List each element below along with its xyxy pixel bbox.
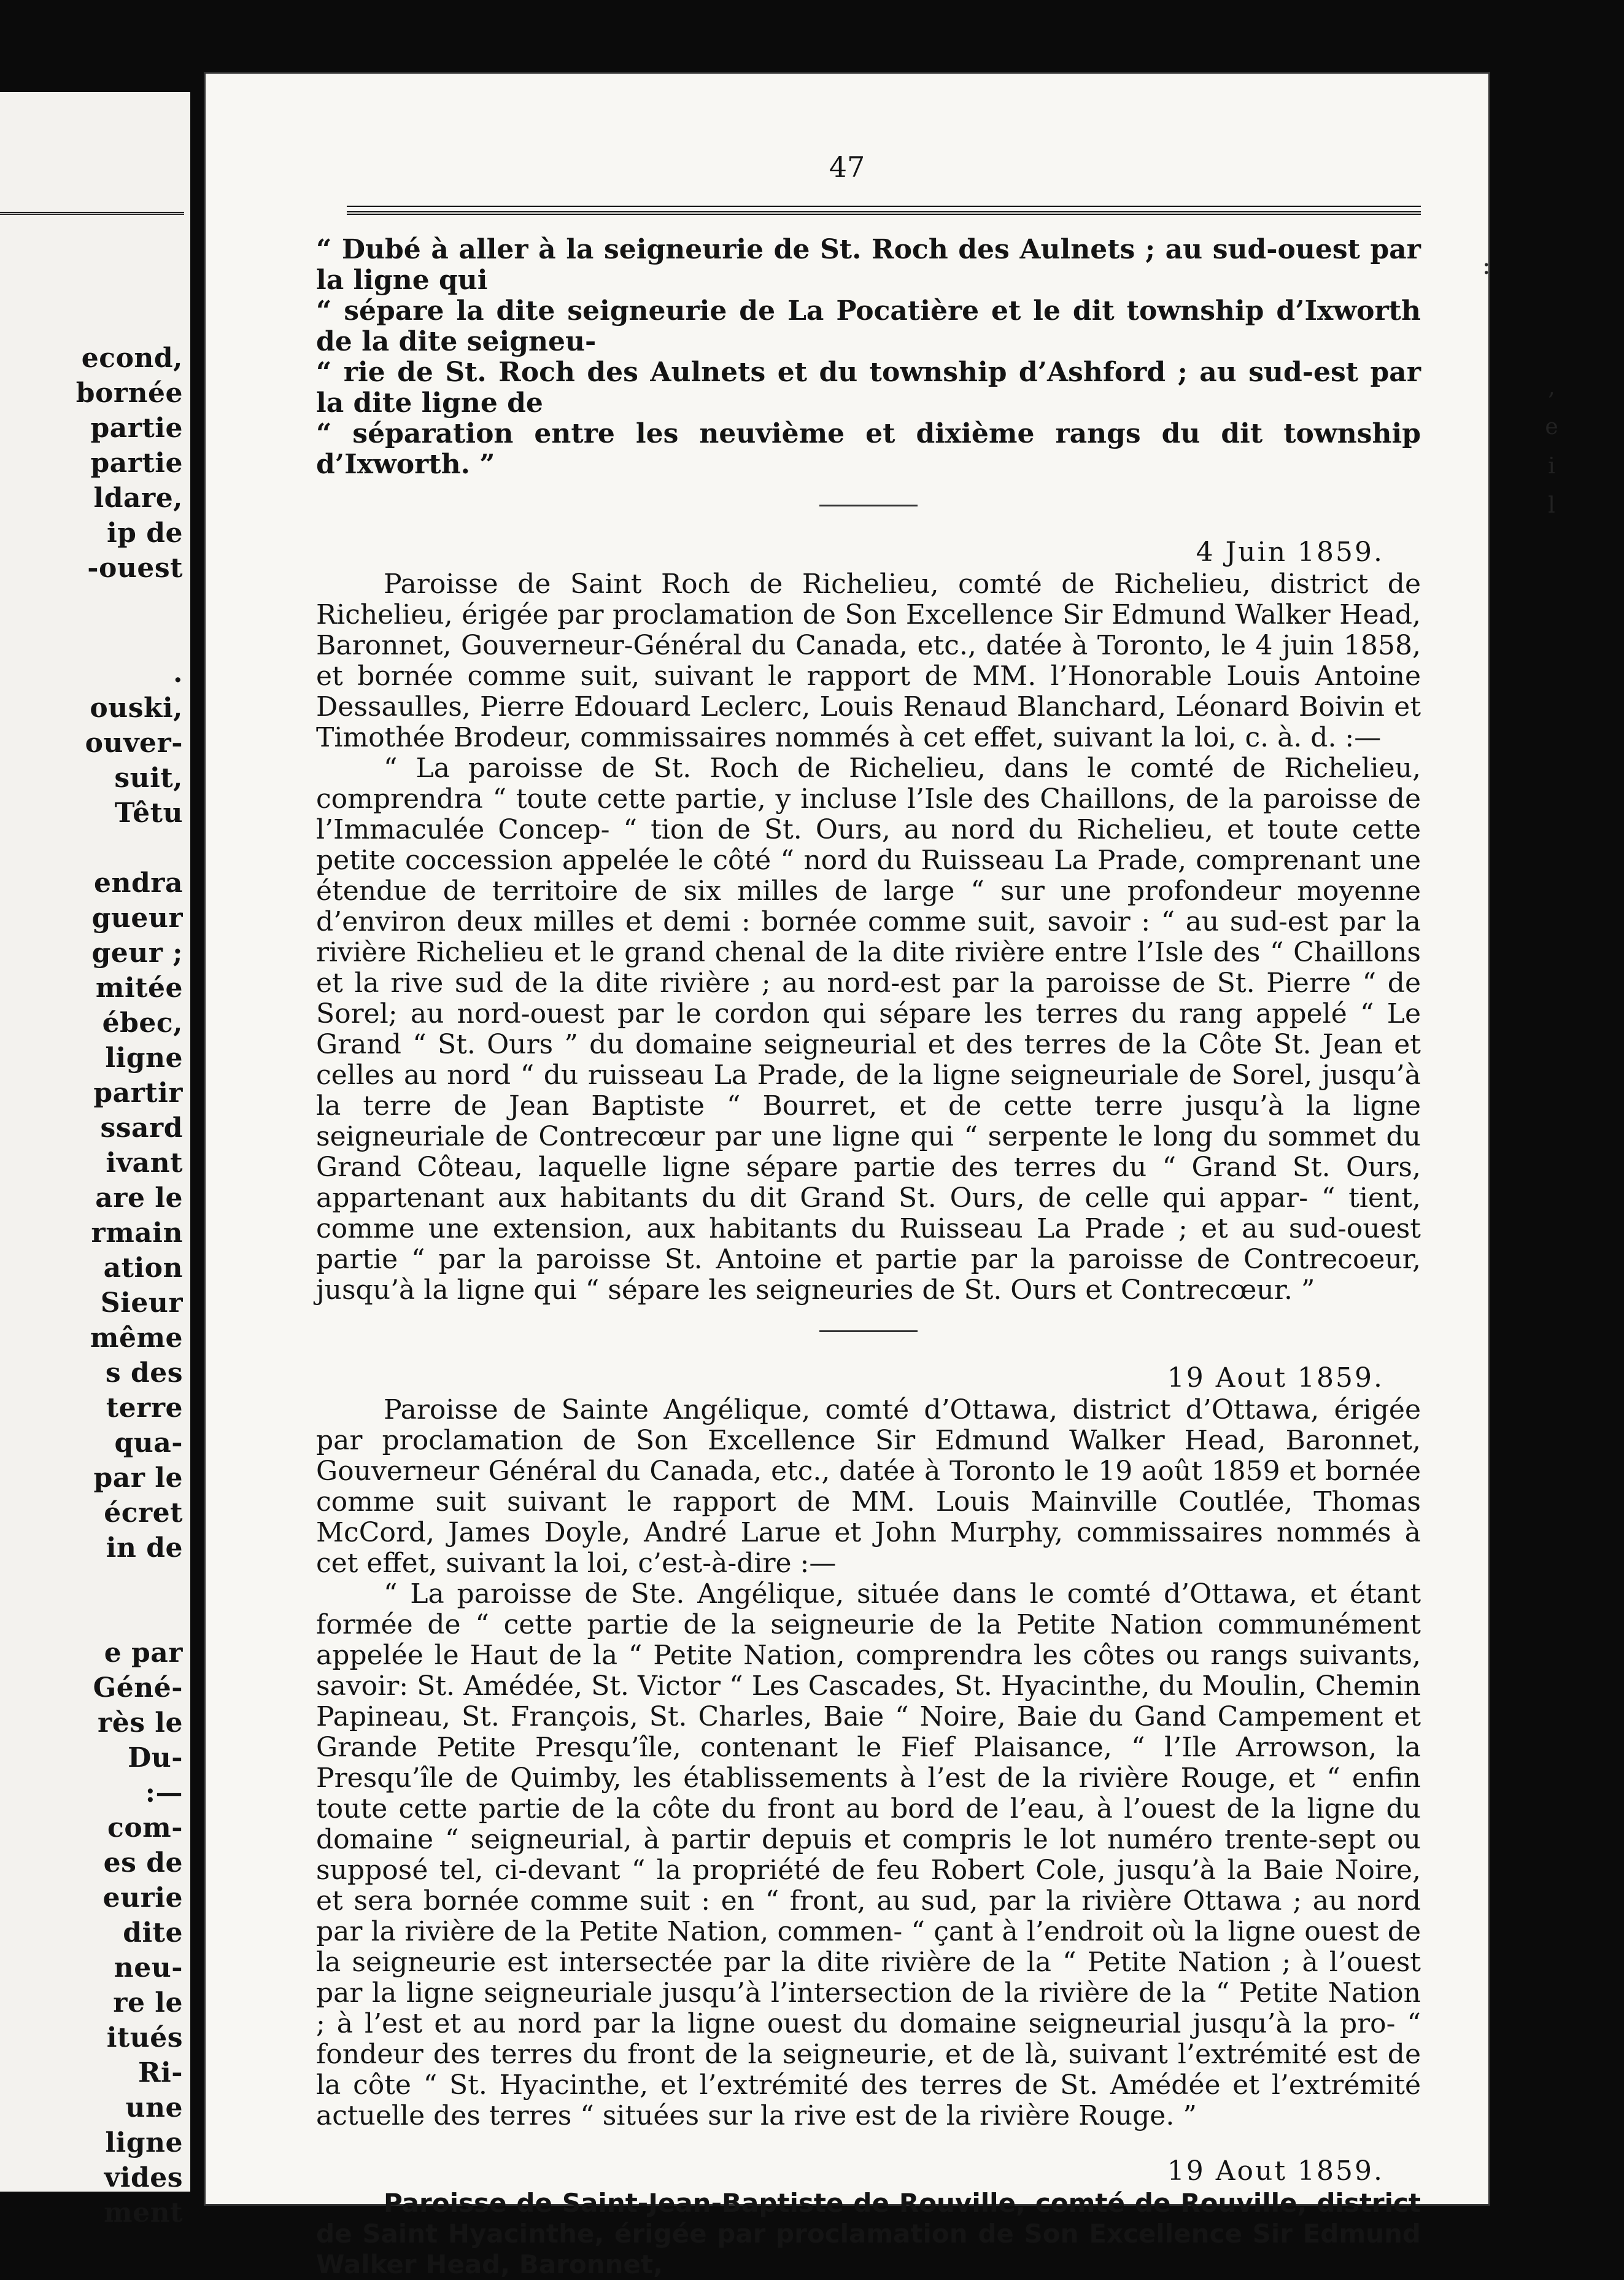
left-page-line: ment — [104, 2197, 183, 2228]
left-page-line: écret — [104, 1497, 183, 1529]
left-page-line: ébec, — [102, 1007, 183, 1039]
section-dube — [316, 235, 1421, 480]
left-page-line: dite — [123, 1917, 183, 1948]
left-page-line: -ouest — [87, 553, 183, 584]
left-page-line: com- — [107, 1812, 183, 1844]
left-page-line: rmain — [91, 1217, 183, 1249]
section-rouville — [316, 2156, 1421, 2280]
margin-mark: l — [1548, 493, 1555, 518]
left-page-line: e par — [104, 1637, 183, 1669]
margin-mark: , — [1548, 375, 1555, 400]
left-page-line: are le — [95, 1182, 183, 1214]
left-page-line: gueur — [91, 902, 183, 934]
section-intro: Paroisse de Sainte Angélique, comté d’Ottawa, district d’Ottawa, érigée par proclamation de Son Excellence Sir Edmund Walker Head, Baronnet, Gouverneur Général du Canada, etc., datée à Toronto le 19 août 1859 et bornée comme suit suivant le rapport de MM. Louis Mainville Coutlée, Thomas McCord, James Doyle, André Larue et John Murphy, commissaires nommés à cet effet, suivant la loi, c’est-à-dire :— — [316, 1394, 1421, 1579]
quote-line: “ Dubé à aller à la seigneurie de St. Roch des Aulnets ; au sud-ouest par la ligne qui — [316, 234, 1421, 296]
left-page-line — [0, 1565, 183, 1600]
section-date: 19 Aout 1859. — [1167, 2155, 1384, 2187]
left-page-line: Ri- — [137, 2057, 183, 2088]
left-page-line: mitée — [95, 972, 183, 1004]
left-page-line: ip de — [106, 518, 183, 549]
quote-dube — [316, 235, 1421, 480]
left-page-line: suit, — [114, 762, 183, 794]
left-page-line: qua- — [114, 1427, 183, 1459]
left-page-line: es de — [103, 1847, 183, 1879]
left-page-line: même — [90, 1322, 183, 1354]
right-margin-marks — [1539, 368, 1564, 525]
left-page-line — [0, 1600, 183, 1635]
left-page-line: econd, — [81, 343, 183, 374]
document-page — [206, 74, 1491, 2279]
left-page-line: terre — [106, 1392, 183, 1424]
left-page-line: ivant — [106, 1147, 183, 1179]
left-page-line: geur ; — [91, 937, 183, 969]
left-page-line: rès le — [98, 1707, 183, 1739]
section-date: 4 Juin 1859. — [1196, 537, 1384, 568]
section-separator — [819, 1330, 918, 1332]
left-page-line: ation — [103, 1252, 183, 1284]
left-page-line: Têtu — [114, 797, 183, 829]
quote-line: “ sépare la dite seigneurie de La Pocatière et le dit township d’Ixworth de la dite seigneu- — [316, 295, 1421, 357]
left-page-line: endra — [94, 867, 183, 899]
section-angelique — [316, 1363, 1421, 2131]
section-richelieu — [316, 537, 1421, 1306]
section-quote — [316, 1579, 1421, 2131]
left-page-line: partie — [90, 413, 183, 444]
left-page-line: une — [125, 2092, 183, 2123]
left-page-line: in de — [106, 1532, 183, 1564]
left-page-line — [0, 586, 183, 621]
left-page-line: :— — [145, 1777, 183, 1809]
left-page-line: partie — [90, 448, 183, 479]
page-number: 47 — [829, 150, 865, 184]
section-separator — [819, 505, 918, 506]
section-intro: Paroisse de Saint Roch de Richelieu, comté de Richelieu, district de Richelieu, érigée par proclamation de Son Excellence Sir Edmund Walker Head, Baronnet, Gouverneur-Général du Canada, etc., datée à Toronto, le 4 juin 1858, et bornée comme suit, suivant le rapport de MM. l’Honorable Louis Antoine Dessaulles, Pierre Edouard Leclerc, Louis Renaud Blanchard, Léonard Boivin et Timothée Brodeur, commissaires nommés à cet effet, suivant la loi, c. à. d. :— — [316, 568, 1421, 753]
left-page-line: . — [173, 657, 183, 689]
left-page-text-column — [0, 341, 183, 2230]
left-page-line: s des — [105, 1357, 183, 1389]
left-page-line: bornée — [75, 378, 183, 409]
left-page-line: partir — [93, 1077, 183, 1109]
left-page-line: ligne — [105, 1042, 183, 1074]
left-page-line: re le — [113, 1987, 183, 2018]
page-content — [316, 235, 1421, 2280]
quote-line: “ séparation entre les neuvième et dixième rangs du dit township d’Ixworth. ” — [316, 418, 1421, 480]
left-page-line: neu- — [114, 1952, 183, 1983]
left-page-line: Sieur — [100, 1287, 183, 1319]
left-page-line: eurie — [102, 1882, 183, 1914]
margin-mark: : — [1482, 252, 1491, 280]
left-facing-page — [0, 92, 190, 2228]
quote-text: “ La paroisse de Ste. Angélique, située dans le comté d’Ottawa, et étant formée de “ cette partie de la seigneurie de la Petite Nation communément appelée le Haut de la “ Petite Nation, comprendra les côtes ou rangs suivants, savoir: St. Amédée, St. Victor “ Les Cascades, St. Hyacinthe, du Moulin, Chemin Papineau, St. François, St. Charles, Baie “ Noire, Baie du Gand Campement et Grande Petite Presqu’île, contenant le Fief Plaisance, “ l’Ile Arrowson, la Presqu’île de Quimby, les établissements à l’est de la rivière Rouge, et “ enfin toute cette partie de la côte du front au bord de l’eau, à l’ouest de la ligne du domaine “ seigneurial, à partir depuis et compris le lot numéro trente-sept ou supposé tel, ci-devant “ la propriété de feu Robert Cole, jusqu’à la Baie Noire, et sera bornée comme suit : en “ front, au sud, par la rivière Ottawa ; au nord par la rivière de la Petite Nation, commen- “ çant à l’endroit où la ligne ouest de la seigneurie est intersectée par la dite rivière de la “ Petite Nation ; à l’ouest par la ligne seigneuriale jusqu’à l’intersection de la rivière de la “ Petite Nation ; à l’est et au nord par la ligne ouest du domaine seigneurial jusqu’à la pro- “ fondeur des terres du front de la seigneurie, et de là, suivant l’extrémité est de la côte “ St. Hyacinthe, et l’extrémité des terres de St. Amédée et l’extrémité actuelle des terres “ situées sur la rive est de la rivière Rouge. ” — [316, 1578, 1421, 2131]
left-page-line: vides — [104, 2162, 183, 2193]
left-page-line: itués — [106, 2022, 183, 2053]
left-page-line: Géné- — [93, 1672, 183, 1704]
left-page-rule — [0, 212, 184, 215]
margin-mark: e — [1545, 414, 1558, 440]
left-page-line: ldare, — [93, 483, 183, 514]
left-page-line: ligne — [105, 2127, 183, 2158]
left-page-line: ouver- — [85, 727, 183, 759]
header-rule — [347, 206, 1421, 215]
section-intro: Paroisse de Saint-Jean-Baptiste de Rouville, comté de Rouville, district de Saint Hyacinthe, érigée par proclamation de Son Excellence Sir Edmund Walker Head, Baronnet, — [316, 2188, 1421, 2279]
left-page-line: ssard — [100, 1112, 183, 1144]
left-page-line: ouski, — [90, 692, 183, 724]
left-page-line — [0, 831, 183, 866]
left-page-line — [0, 621, 183, 656]
section-date: 19 Aout 1859. — [1167, 1362, 1384, 1394]
section-quote — [316, 753, 1421, 1306]
left-page-line: Du- — [128, 1742, 183, 1774]
quote-text: “ La paroisse de St. Roch de Richelieu, dans le comté de Richelieu, comprendra “ toute cette partie, y incluse l’Isle des Chaillons, de la paroisse de l’Immaculée Concep- “ tion de St. Ours, au nord du Richelieu, et toute cette petite coccession appelée le côté “ nord du Ruisseau La Prade, comprenant une étendue de territoire de six milles de large “ sur une profondeur moyenne d’environ deux milles et demi : bornée comme suit, savoir : “ au sud-est par la rivière Richelieu et le grand chenal de la dite rivière entre l’Isle des “ Chaillons et la rive sud de la dite rivière ; au nord-est par la paroisse de St. Pierre “ de Sorel; au nord-ouest par le cordon qui sépare les terres du rang appelé “ Le Grand “ St. Ours ” du domaine seigneurial et des terres de la Côte St. Jean et celles au nord “ du ruisseau La Prade, de la ligne seigneuriale de Sorel, jusqu’à la terre de Jean Baptiste “ Bourret, et de cette terre jusqu’à la ligne seigneuriale de Contrecœur par une ligne qui “ serpente le long du sommet du Grand Côteau, laquelle ligne sépare partie des terres du “ Grand St. Ours, appartenant aux habitants du dit Grand St. Ours, de celle qui appar- “ tient, comme une extension, aux habitants du Ruisseau La Prade ; et au sud-ouest partie “ par la paroisse St. Antoine et partie par la paroisse de Contrecoeur, jusqu’à la ligne qui “ sépare les seigneuries de St. Ours et Contrecœur. ” — [316, 753, 1421, 1306]
margin-mark: i — [1548, 454, 1555, 479]
quote-line: “ rie de St. Roch des Aulnets et du township d’Ashford ; au sud-est par la dite ligne de — [316, 357, 1421, 419]
left-page-line: par le — [93, 1462, 183, 1494]
